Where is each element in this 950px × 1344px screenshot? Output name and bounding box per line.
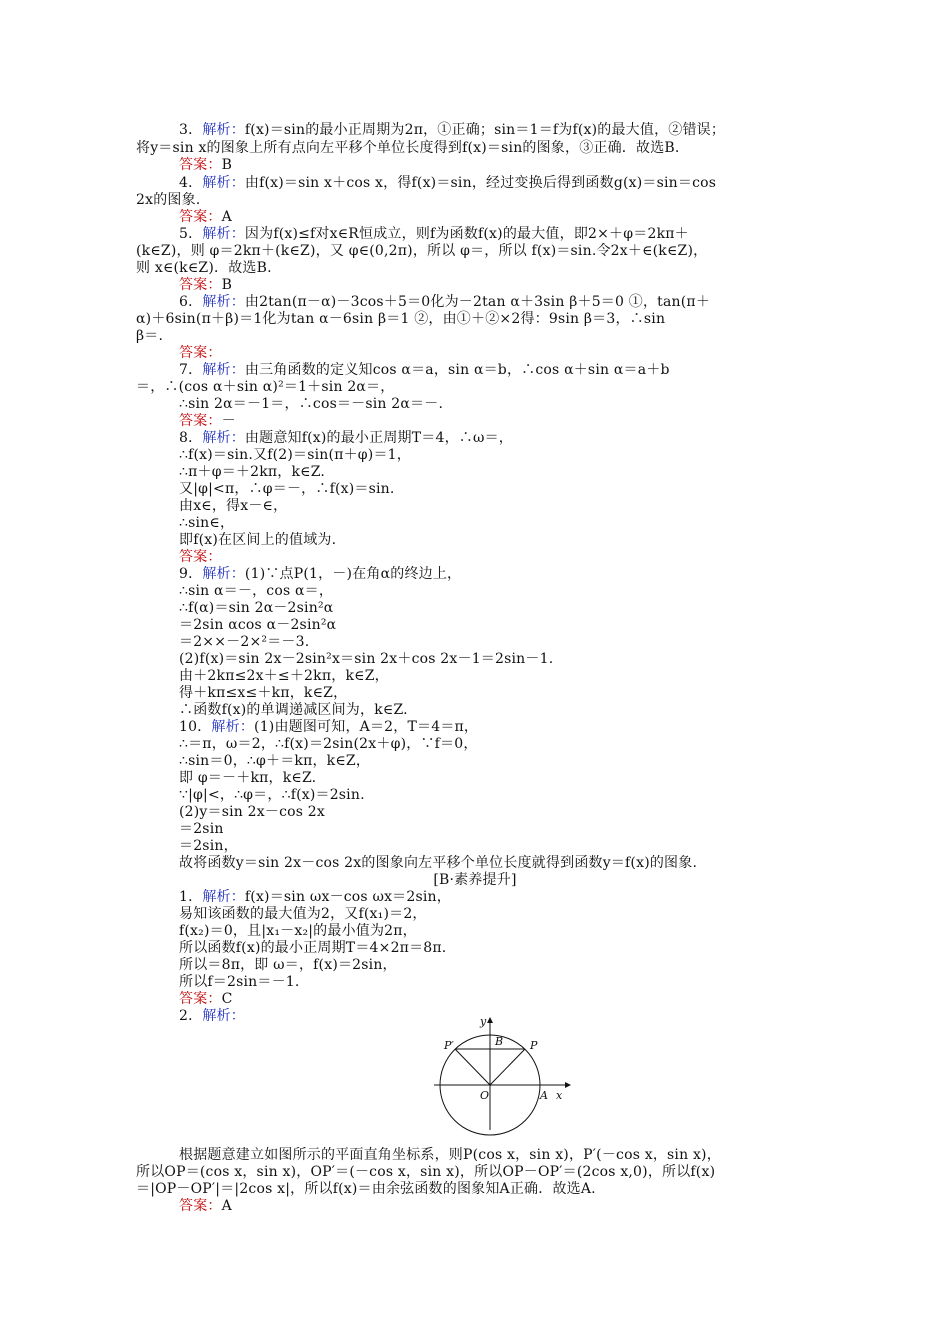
- b-problem-2-line: 根据题意建立如图所示的平面直角坐标系，则P(cos x，sin x)，P′(－cos x，sin x)，: [179, 1147, 721, 1163]
- answer-line: 答案：B: [179, 157, 233, 173]
- problem-8-line: ∴sin∈，: [179, 515, 235, 531]
- problem-8-line: 又|φ|<π，∴φ＝－，∴f(x)＝sin.: [179, 481, 395, 497]
- problem-9-line: 9．解析：(1)∵点P(1，－)在角α的终边上，: [179, 566, 462, 582]
- label-p-prime: P′: [444, 1039, 454, 1052]
- unit-circle-figure: [426, 1012, 576, 1136]
- problem-7-line: ∴sin 2α＝－1＝，∴cos＝－sin 2α＝－.: [179, 396, 444, 412]
- section-heading: [B·素养提升]: [433, 872, 517, 888]
- label-x: x: [556, 1089, 563, 1102]
- problem-5-line: 则 x∈(k∈Z)．故选B.: [136, 260, 272, 276]
- problem-5-line: (k∈Z)，则 φ＝2kπ＋(k∈Z)，又 φ∈(0,2π)，所以 φ＝，所以 f(x)＝sin.令2x＋∈(k∈Z)，: [136, 243, 708, 259]
- problem-9-line: 得＋kπ≤x≤＋kπ，k∈Z，: [179, 685, 348, 701]
- label-b: B: [495, 1035, 504, 1048]
- answer-line: 答案：: [179, 345, 222, 361]
- problem-8-line: 由x∈，得x－∈，: [179, 498, 288, 514]
- problem-5-line: 5．解析：因为f(x)≤f对x∈R恒成立，则f为函数f(x)的最大值，即2×＋φ＝2kπ＋: [179, 226, 689, 242]
- problem-10-line: 故将函数y＝sin 2x－cos 2x的图象向左平移个单位长度就得到函数y＝f(x)的图象.: [179, 855, 698, 871]
- problem-3-line: 3．解析：f(x)＝sin的最小正周期为2π，①正确；sin＝1＝f为f(x)的最大值，②错误；: [179, 122, 726, 138]
- b-problem-2-line: 2．解析：: [179, 1008, 245, 1024]
- problem-9-line: ＝2××－2×²＝－3.: [179, 634, 310, 650]
- answer-line: 答案：C: [179, 991, 233, 1007]
- problem-10-line: (2)y＝sin 2x－cos 2x: [179, 804, 325, 820]
- answer-line: 答案：A: [179, 209, 232, 225]
- problem-9-line: ∴函数f(x)的单调递减区间为，k∈Z.: [179, 702, 408, 718]
- problem-9-line: ＝2sin αcos α－2sin²α: [179, 617, 337, 633]
- problem-9-line: ∴sin α＝－，cos α＝，: [179, 583, 334, 599]
- problem-10-line: ＝2sin: [179, 821, 224, 837]
- answer-line: 答案：B: [179, 277, 233, 293]
- problem-7-line: ＝，∴(cos α＋sin α)²＝1＋sin 2α＝，: [136, 379, 395, 395]
- b-problem-1-line: 所以函数f(x)的最小正周期T＝4×2π＝8π.: [179, 940, 447, 956]
- b-problem-2-line: ＝|OP－OP′|＝|2cos x|，所以f(x)＝由余弦函数的图象知A正确．故选A.: [136, 1181, 596, 1197]
- segment-op-prime: [455, 1049, 490, 1085]
- b-problem-1-line: 所以f＝2sin＝－1.: [179, 974, 300, 990]
- problem-3-line: 将y＝sin x的图象上所有点向左平移个单位长度得到f(x)＝sin的图象，③正确．故选B.: [136, 140, 680, 156]
- answer-line: 答案：A: [179, 1198, 232, 1214]
- problem-8-line: 8．解析：由题意知f(x)的最小正周期T＝4，∴ω＝，: [179, 430, 513, 446]
- problem-8-line: ∴f(x)＝sin.又f(2)＝sin(π＋φ)＝1，: [179, 447, 411, 463]
- problem-9-line: (2)f(x)＝sin 2x－2sin²x＝sin 2x＋cos 2x－1＝2sin－1.: [179, 651, 554, 667]
- problem-10-line: ∴sin＝0，∴φ＋＝kπ，k∈Z，: [179, 753, 371, 769]
- problem-9-line: ∴f(α)＝sin 2α－2sin²α: [179, 600, 334, 616]
- problem-10-line: ∴＝π，ω＝2，∴f(x)＝2sin(2x＋φ)，∵f＝0，: [179, 736, 478, 752]
- problem-6-line: 6．解析：由2tan(π－α)－3cos＋5＝0化为－2tan α＋3sin β＋5＝0 ①，tan(π＋: [179, 294, 711, 310]
- b-problem-1-line: 所以＝8π，即 ω＝，f(x)＝2sin，: [179, 957, 397, 973]
- problem-9-line: 由＋2kπ≤2x＋≤＋2kπ，k∈Z，: [179, 668, 389, 684]
- problem-4-line: 4．解析：由f(x)＝sin x＋cos x，得f(x)＝sin，经过变换后得到函数g(x)＝sin＝cos: [179, 175, 717, 191]
- b-problem-2-line: 所以OP＝(cos x，sin x)，OP′＝(－cos x，sin x)，所以OP－OP′＝(2cos x,0)，所以f(x): [136, 1164, 716, 1180]
- problem-10-line: 10．解析：(1)由题图可知，A＝2，T＝4＝π，: [179, 719, 479, 735]
- problem-10-line: ∵|φ|<，∴φ＝，∴f(x)＝2sin.: [179, 787, 365, 803]
- b-problem-1-line: 1．解析：f(x)＝sin ωx－cos ωx＝2sin，: [179, 889, 451, 905]
- label-p: P: [530, 1039, 538, 1052]
- b-problem-1-line: 易知该函数的最大值为2，又f(x₁)＝2，: [179, 906, 427, 922]
- problem-4-line: 2x的图象.: [136, 192, 201, 208]
- problem-8-line: 即f(x)在区间上的值域为.: [179, 532, 337, 548]
- label-a: A: [540, 1089, 548, 1102]
- answer-line: 答案：: [179, 549, 222, 565]
- segment-op: [490, 1049, 525, 1085]
- problem-6-line: α)＋6sin(π＋β)＝1化为tan α－6sin β＝1 ②，由①＋②×2得：9sin β＝3，∴sin: [136, 311, 666, 327]
- label-o: O: [480, 1089, 490, 1102]
- label-y: y: [480, 1015, 487, 1028]
- problem-6-line: β＝.: [136, 328, 164, 344]
- problem-10-line: ＝2sin，: [179, 838, 238, 854]
- problem-8-line: ∴π＋φ＝＋2kπ，k∈Z.: [179, 464, 326, 480]
- problem-10-line: 即 φ＝－＋kπ，k∈Z.: [179, 770, 317, 786]
- problem-7-line: 7．解析：由三角函数的定义知cos α＝a，sin α＝b，∴cos α＋sin α＝a＋b: [179, 362, 670, 378]
- b-problem-1-line: f(x₂)＝0，且|x₁－x₂|的最小值为2π，: [179, 923, 417, 939]
- answer-line: 答案：－: [179, 413, 236, 429]
